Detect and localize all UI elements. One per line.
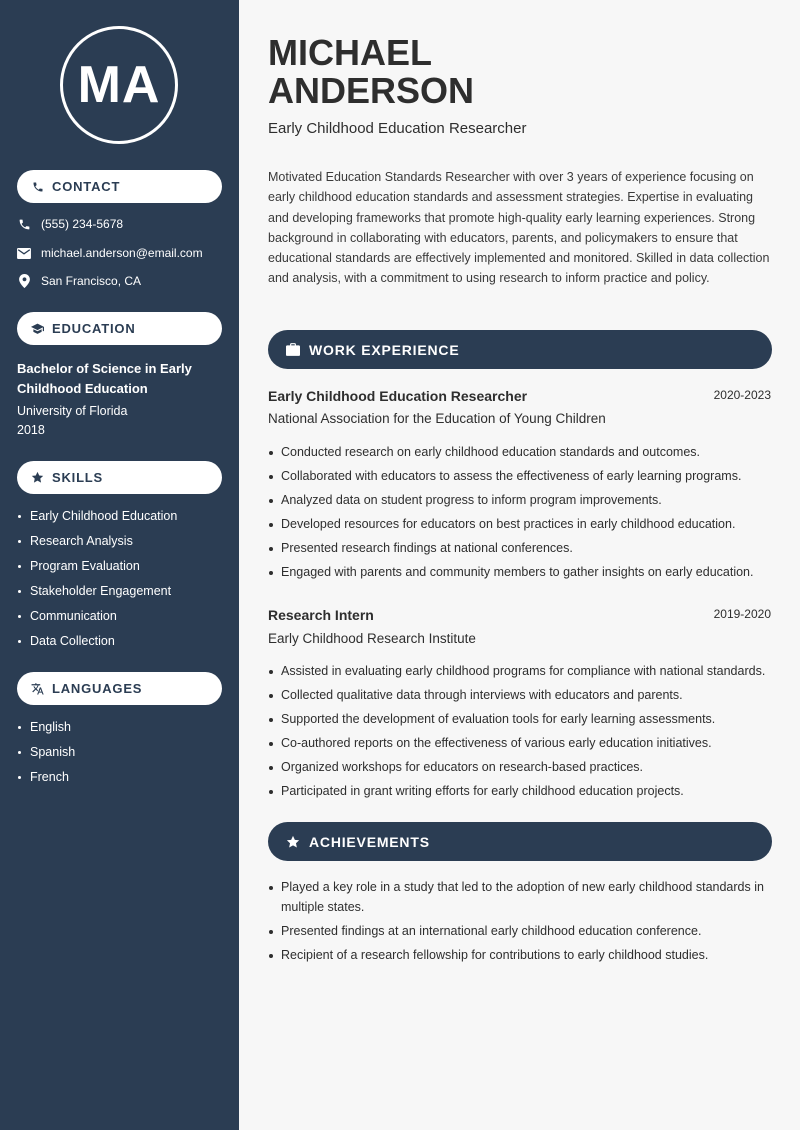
sidebar <box>0 0 239 1130</box>
list-item: Presented research findings at national conferences. <box>268 539 772 559</box>
list-item: Presented findings at an international early childhood education conference. <box>268 922 772 942</box>
language-item: Spanish <box>17 745 75 770</box>
languages-list <box>17 720 75 795</box>
job-dates-2: 2019-2020 <box>713 607 771 621</box>
contact-phone-text: (555) 234-5678 <box>41 217 124 231</box>
contact-phone[interactable] <box>17 217 123 231</box>
phone-icon <box>17 217 31 231</box>
job-bullets-1 <box>268 443 772 587</box>
work-experience-heading <box>268 330 772 369</box>
languages-heading-label: LANGUAGES <box>52 681 143 696</box>
education-degree: Bachelor of Science in Early Childhood Education <box>17 361 192 396</box>
list-item: Developed resources for educators on best practices in early childhood education. <box>268 515 772 535</box>
achievements-list <box>268 878 772 970</box>
list-item: Engaged with parents and community members to gather insights on early education. <box>268 563 772 583</box>
profile-summary: Motivated Education Standards Researcher with over 3 years of experience focusing on early childhood education standards and assessment strategies. Expertise in evaluating and developing frameworks that promote high-quality early learning experiences. Strong background in collaborating with educators, parents, and policymakers to ensure that educational standards are effectively implemented and monitored. Skilled in data collection and analysis, with a commitment to using research to inform practice and policy. <box>268 170 770 286</box>
work-experience-heading-label: WORK EXPERIENCE <box>309 341 460 358</box>
list-item: Organized workshops for educators on research-based practices. <box>268 758 772 778</box>
skills-heading-label: SKILLS <box>52 470 104 485</box>
job-bullets-2 <box>268 662 772 806</box>
skill-item: Data Collection <box>17 634 177 659</box>
education-school: University of Florida <box>17 404 128 418</box>
list-item: Analyzed data on student progress to inform program improvements. <box>268 491 772 511</box>
avatar-monogram: MA <box>60 26 178 144</box>
contact-email-text: michael.anderson@email.com <box>41 246 203 260</box>
skill-item: Stakeholder Engagement <box>17 584 177 609</box>
location-pin-icon <box>17 274 31 288</box>
graduation-cap-icon <box>31 322 44 335</box>
job-title-2: Research Intern <box>268 607 374 623</box>
list-item: Conducted research on early childhood education standards and outcomes. <box>268 443 772 463</box>
last-name: ANDERSON <box>268 70 475 111</box>
contact-email[interactable] <box>17 246 203 260</box>
first-name: MICHAEL <box>268 32 432 73</box>
list-item: Collected qualitative data through interviews with educators and parents. <box>268 686 772 706</box>
skills-list <box>17 509 177 659</box>
languages-heading <box>17 672 222 705</box>
language-item: English <box>17 720 75 745</box>
star-icon <box>31 471 44 484</box>
email-icon <box>17 246 31 260</box>
contact-heading <box>17 170 222 203</box>
education-heading <box>17 312 222 345</box>
education-heading-label: EDUCATION <box>52 321 136 336</box>
job-org-2: Early Childhood Research Institute <box>268 631 476 646</box>
list-item: Participated in grant writing efforts for early childhood education projects. <box>268 782 772 802</box>
job-dates-1: 2020-2023 <box>713 388 771 402</box>
job-org-1: National Association for the Education of Young Children <box>268 411 606 426</box>
skills-heading <box>17 461 222 494</box>
contact-location-text: San Francisco, CA <box>41 274 142 288</box>
list-item: Assisted in evaluating early childhood programs for compliance with national standards. <box>268 662 772 682</box>
job-title-1: Early Childhood Education Researcher <box>268 388 528 404</box>
skill-item: Communication <box>17 609 177 634</box>
list-item: Collaborated with educators to assess the effectiveness of early learning programs. <box>268 467 772 487</box>
list-item: Co-authored reports on the effectiveness of various early education initiatives. <box>268 734 772 754</box>
contact-location <box>17 274 141 288</box>
skill-item: Early Childhood Education <box>17 509 177 534</box>
job-title: Early Childhood Education Researcher <box>268 120 527 137</box>
contact-heading-label: CONTACT <box>52 179 121 194</box>
skill-item: Program Evaluation <box>17 559 177 584</box>
list-item: Played a key role in a study that led to the adoption of new early childhood standards in multiple states. <box>268 878 772 917</box>
achievements-heading <box>268 822 772 861</box>
candidate-name <box>268 34 474 110</box>
phone-icon <box>31 180 44 193</box>
language-item: French <box>17 770 75 795</box>
list-item: Recipient of a research fellowship for contributions to early childhood studies. <box>268 946 772 966</box>
skill-item: Research Analysis <box>17 534 177 559</box>
education-year: 2018 <box>17 423 45 437</box>
list-item: Supported the development of evaluation tools for early learning assessments. <box>268 710 772 730</box>
star-icon <box>285 834 300 849</box>
achievements-heading-label: ACHIEVEMENTS <box>309 833 430 850</box>
briefcase-icon <box>285 342 300 357</box>
translate-icon <box>31 682 44 695</box>
